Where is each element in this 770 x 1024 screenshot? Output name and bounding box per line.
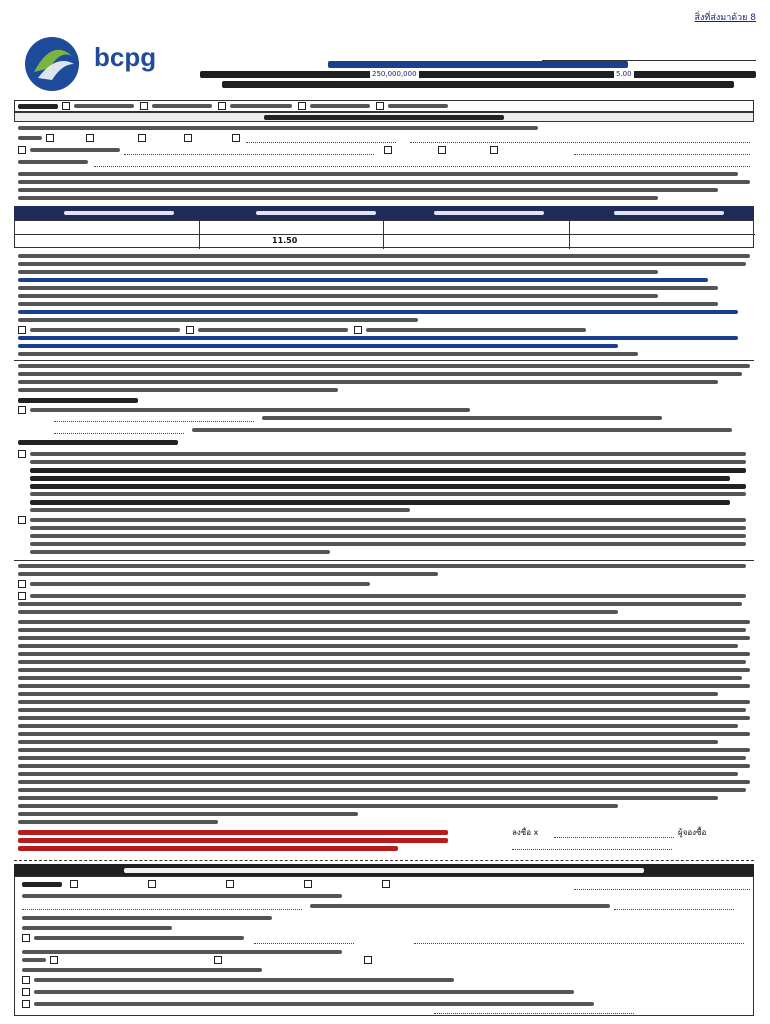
title-mr-checkbox[interactable] xyxy=(46,134,54,142)
receipt-internet-banking-checkbox[interactable] xyxy=(50,956,58,964)
signer-label: ลงชื่อ x xyxy=(512,828,539,837)
receipt-heading-band xyxy=(14,864,754,876)
company-reg-checkbox[interactable] xyxy=(438,146,446,154)
receipt-date-2-checkbox[interactable] xyxy=(148,880,156,888)
title-other-checkbox[interactable] xyxy=(232,134,240,142)
subscriber-surname-field[interactable] xyxy=(410,141,750,143)
receipt-officer-signature-field[interactable] xyxy=(434,1012,634,1014)
receipt-amount-field[interactable] xyxy=(614,908,734,910)
allotment-table-body xyxy=(14,220,754,248)
receipt-cheque-checkbox[interactable] xyxy=(22,934,30,942)
certificate-name-field[interactable] xyxy=(54,420,254,422)
logo-wordmark: bcpg xyxy=(94,42,157,72)
prospectus-ack-checkbox[interactable] xyxy=(18,580,26,588)
offer-price-value: 11.50 xyxy=(272,236,298,245)
offer-shares-count: 250,000,000 xyxy=(372,70,417,78)
other-id-field[interactable] xyxy=(574,153,750,155)
subscriber-signature-field[interactable] xyxy=(554,836,674,838)
receipt-date-3-checkbox[interactable] xyxy=(226,880,234,888)
phone-field[interactable] xyxy=(94,165,750,167)
receipt-date-5-checkbox[interactable] xyxy=(382,880,390,888)
receipt-broker-checkbox[interactable] xyxy=(22,1000,30,1008)
title-ms-checkbox[interactable] xyxy=(138,134,146,142)
subscriber-name-field[interactable] xyxy=(246,141,396,143)
receipt-atm-checkbox[interactable] xyxy=(364,956,372,964)
receipt-number-field[interactable] xyxy=(574,888,750,890)
id-number-field[interactable] xyxy=(124,153,374,155)
form-title-block xyxy=(200,58,756,91)
receipt-date-4-checkbox[interactable] xyxy=(304,880,312,888)
date-option-4-checkbox[interactable] xyxy=(298,102,306,110)
title-juristic-checkbox[interactable] xyxy=(184,134,192,142)
tsd-account-checkbox[interactable] xyxy=(18,516,26,524)
offer-rate: 5.00 xyxy=(616,70,632,78)
subscriber-printed-name-field[interactable] xyxy=(512,848,672,850)
certificate-address-field[interactable] xyxy=(54,432,184,434)
receipt-certificate-checkbox[interactable] xyxy=(22,976,30,984)
date-option-1-checkbox[interactable] xyxy=(62,102,70,110)
attachment-label: สิ่งที่ส่งมาด้วย 8 xyxy=(694,13,756,23)
date-option-3-checkbox[interactable] xyxy=(218,102,226,110)
broker-account-checkbox[interactable] xyxy=(18,450,26,458)
date-option-2-checkbox[interactable] xyxy=(140,102,148,110)
receipt-date-1-checkbox[interactable] xyxy=(70,880,78,888)
certificate-option-checkbox[interactable] xyxy=(18,406,26,414)
date-option-5-checkbox[interactable] xyxy=(376,102,384,110)
receipt-bank-field[interactable] xyxy=(414,942,744,944)
receipt-cheque-no-field[interactable] xyxy=(254,942,354,944)
consent-ack-checkbox[interactable] xyxy=(18,592,26,600)
pay-mobile-banking-checkbox[interactable] xyxy=(186,326,194,334)
tear-off-line xyxy=(14,860,754,861)
other-id-checkbox[interactable] xyxy=(490,146,498,154)
id-card-checkbox[interactable] xyxy=(18,146,26,154)
receipt-tsd-checkbox[interactable] xyxy=(22,988,30,996)
subscriber-role-label: ผู้จองซื้อ xyxy=(678,828,707,837)
pay-atm-checkbox[interactable] xyxy=(354,326,362,334)
pay-internet-banking-checkbox[interactable] xyxy=(18,326,26,334)
bcpg-logo-mark-icon xyxy=(22,34,92,94)
passport-checkbox[interactable] xyxy=(384,146,392,154)
receipt-mobile-banking-checkbox[interactable] xyxy=(214,956,222,964)
receipt-name-field[interactable] xyxy=(22,908,302,910)
allotment-table-header xyxy=(14,206,754,220)
title-mrs-checkbox[interactable] xyxy=(86,134,94,142)
subscription-form-page xyxy=(14,8,756,1016)
